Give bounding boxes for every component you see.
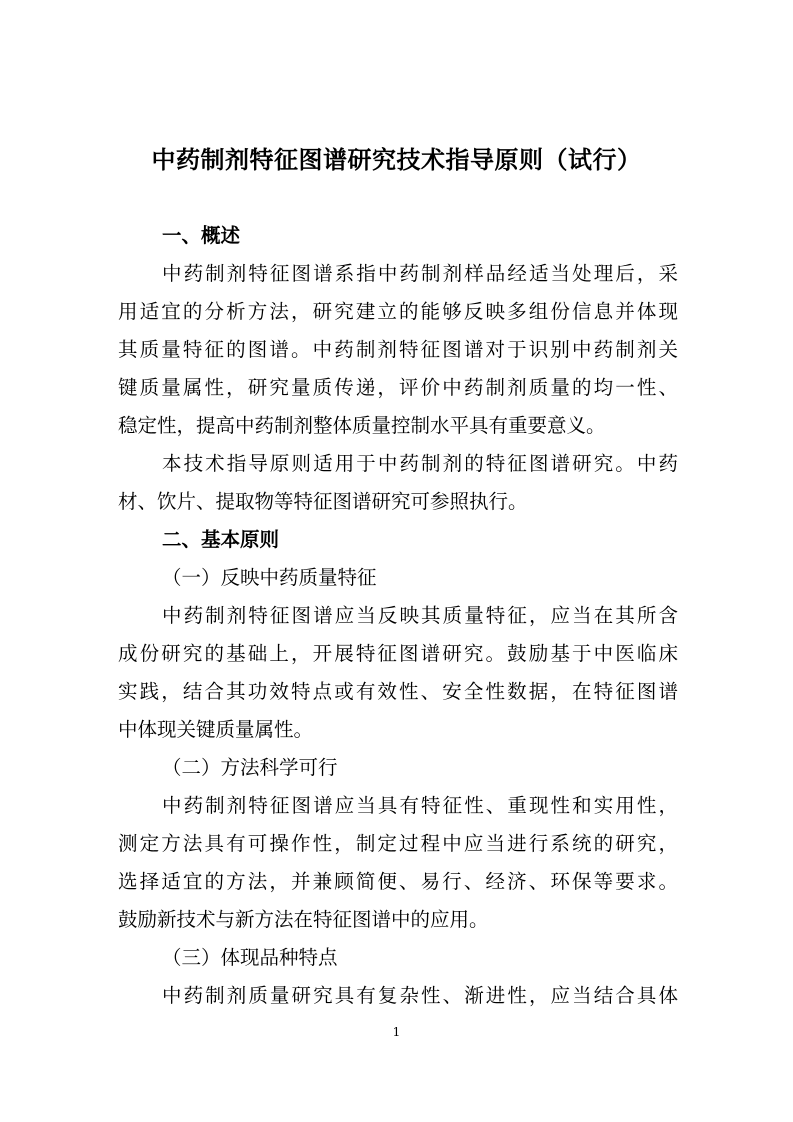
- paragraph-line: 中体现关键质量属性。: [118, 718, 314, 741]
- paragraph-line: 中药制剂特征图谱应当反映其质量特征，应当在其所含: [162, 604, 678, 627]
- paragraph-line: 材、饮片、提取物等特征图谱研究可参照执行。: [118, 490, 528, 513]
- paragraph-line: 选择适宜的方法，并兼顾简便、易行、经济、环保等要求。: [118, 870, 678, 893]
- paragraph-line: 实践，结合其功效特点或有效性、安全性数据，在特征图谱: [118, 680, 678, 703]
- paragraph-line: 中药制剂特征图谱应当具有特征性、重现性和实用性，: [162, 794, 678, 817]
- paragraph-variety-features: [118, 977, 678, 1015]
- document-body: [118, 217, 678, 1015]
- paragraph-line: 本技术指导原则适用于中药制剂的特征图谱研究。中药: [162, 452, 678, 475]
- paragraph-line: 成份研究的基础上，开展特征图谱研究。鼓励基于中医临床: [118, 642, 678, 665]
- paragraph-overview-1: [118, 255, 678, 445]
- section-heading-basic-principles: 二、基本原则: [162, 528, 280, 551]
- paragraph-line: 鼓励新技术与新方法在特征图谱中的应用。: [118, 908, 489, 931]
- paragraph-overview-2: [118, 445, 678, 521]
- paragraph-line: 测定方法具有可操作性，制定过程中应当进行系统的研究，: [118, 832, 678, 855]
- subsection-heading-quality-characteristics: （一）反映中药质量特征: [162, 566, 377, 589]
- paragraph-quality-characteristics: [118, 597, 678, 749]
- paragraph-line: 中药制剂特征图谱系指中药制剂样品经适当处理后，采: [162, 262, 678, 285]
- section-heading-overview: 一、概述: [162, 224, 241, 247]
- subsection-heading-variety-features: （三）体现品种特点: [162, 946, 338, 969]
- paragraph-line: 其质量特征的图谱。中药制剂特征图谱对于识别中药制剂关: [118, 338, 678, 361]
- page-number: 1: [392, 1025, 401, 1039]
- subsection-heading-method-feasible: （二）方法科学可行: [162, 756, 338, 779]
- paragraph-line: 稳定性，提高中药制剂整体质量控制水平具有重要意义。: [118, 414, 606, 437]
- paragraph-line: 用适宜的分析方法，研究建立的能够反映多组份信息并体现: [118, 300, 678, 323]
- paragraph-line: 键质量属性，研究量质传递，评价中药制剂质量的均一性、: [118, 376, 678, 399]
- document-title: 中药制剂特征图谱研究技术指导原则（试行）: [151, 145, 642, 174]
- paragraph-line: 中药制剂质量研究具有复杂性、渐进性，应当结合具体: [162, 984, 678, 1007]
- paragraph-method-feasible: [118, 787, 678, 939]
